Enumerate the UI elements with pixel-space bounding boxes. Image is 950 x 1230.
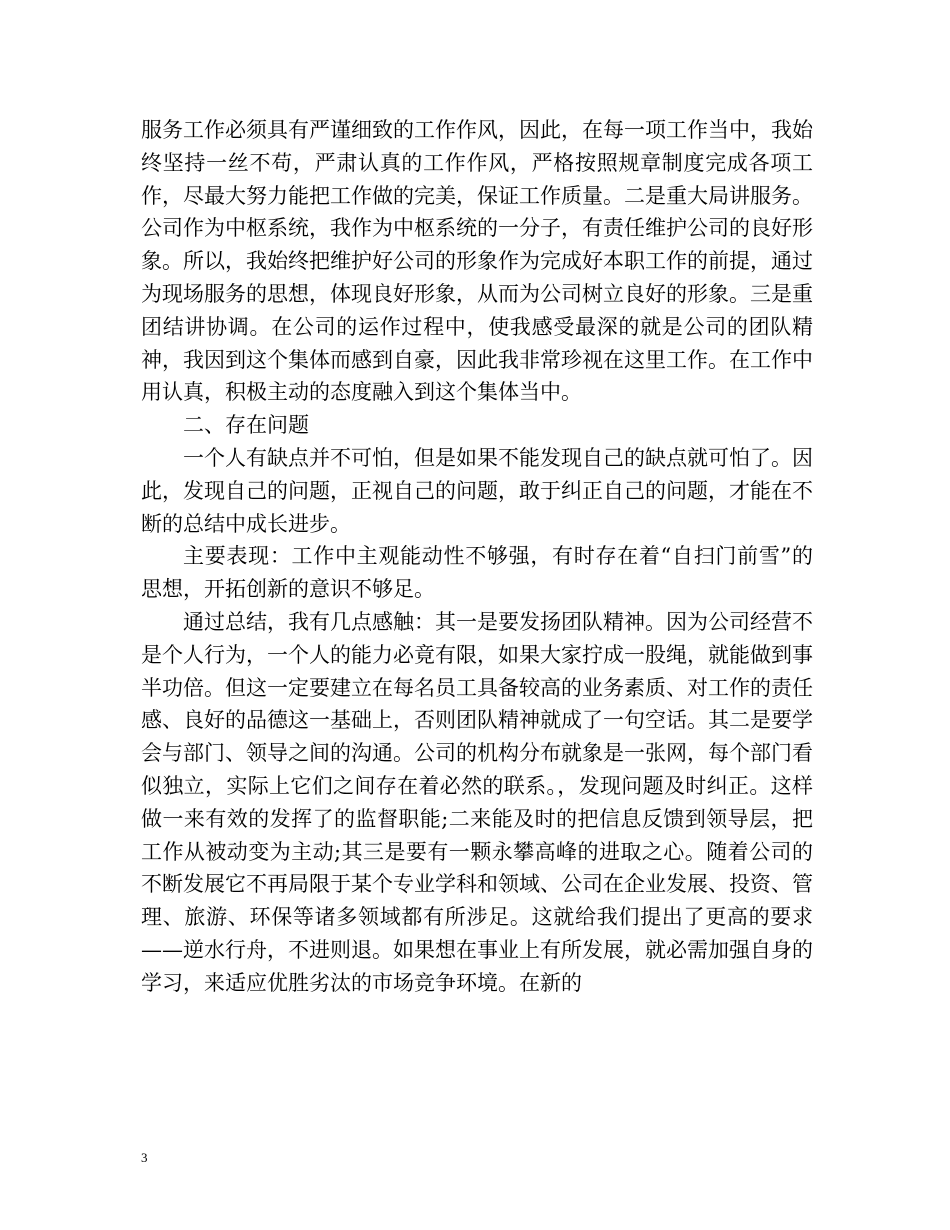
paragraph-main-manifestations: 主要表现：工作中主观能动性不够强，有时存在着“自扫门前雪”的思想，开拓创新的意识不够足。: [141, 544, 813, 602]
paragraph-reflections: 通过总结，我有几点感触：其一是要发扬团队精神。因为公司经营不是个人行为，一个人的能力必竟有限，如果大家拧成一股绳，就能做到事半功倍。但这一定要建立在每名员工具备较高的业务素质、对工作的责任感、良好的品德这一基础上，否则团队精神就成了一句空话。其二是要学会与部门、领导之间的沟通。公司的机构分布就象是一张网，每个部门看似独立，实际上它们之间存在着必然的联系。，发现问题及时纠正。这样做一来有效的发挥了的监督职能;二来能及时的把信息反馈到领导层，把工作从被动变为主动;其三是要有一颗永攀高峰的进取之心。随着公司的不断发展它不再局限于某个专业学科和领域、公司在企业发展、投资、管理、旅游、环保等诸多领域都有所涉足。这就给我们提出了更高的要求——逆水行舟，不进则退。如果想在事业上有所发展，就必需加强自身的学习，来适应优胜劣汰的市场竞争环境。在新的: [141, 609, 813, 995]
paragraph-work-style: 服务工作必须具有严谨细致的工作作风，因此，在每一项工作当中，我始终坚持一丝不苟，严肃认真的工作作风，严格按照规章制度完成各项工作，尽最大努力能把工作做的完美，保证工作质量。二是重大局讲服务。公司作为中枢系统，我作为中枢系统的一分子，有责任维护公司的良好形象。所以，我始终把维护好公司的形象作为完成好本职工作的前提，通过为现场服务的思想，体现良好形象，从而为公司树立良好的形象。三是重团结讲协调。在公司的运作过程中，使我感受最深的就是公司的团队精神，我因到这个集体而感到自豪，因此我非常珍视在这里工作。在工作中用认真，积极主动的态度融入到这个集体当中。: [141, 118, 813, 405]
page-number: 3: [141, 1150, 148, 1165]
section-heading-existing-problems: 二、存在问题: [183, 413, 309, 438]
paragraph-shortcomings: 一个人有缺点并不可怕，但是如果不能发现自己的缺点就可怕了。因此，发现自己的问题，正视自己的问题，敢于纠正自己的问题，才能在不断的总结中成长进步。: [141, 445, 813, 536]
document-body: [141, 114, 813, 1000]
